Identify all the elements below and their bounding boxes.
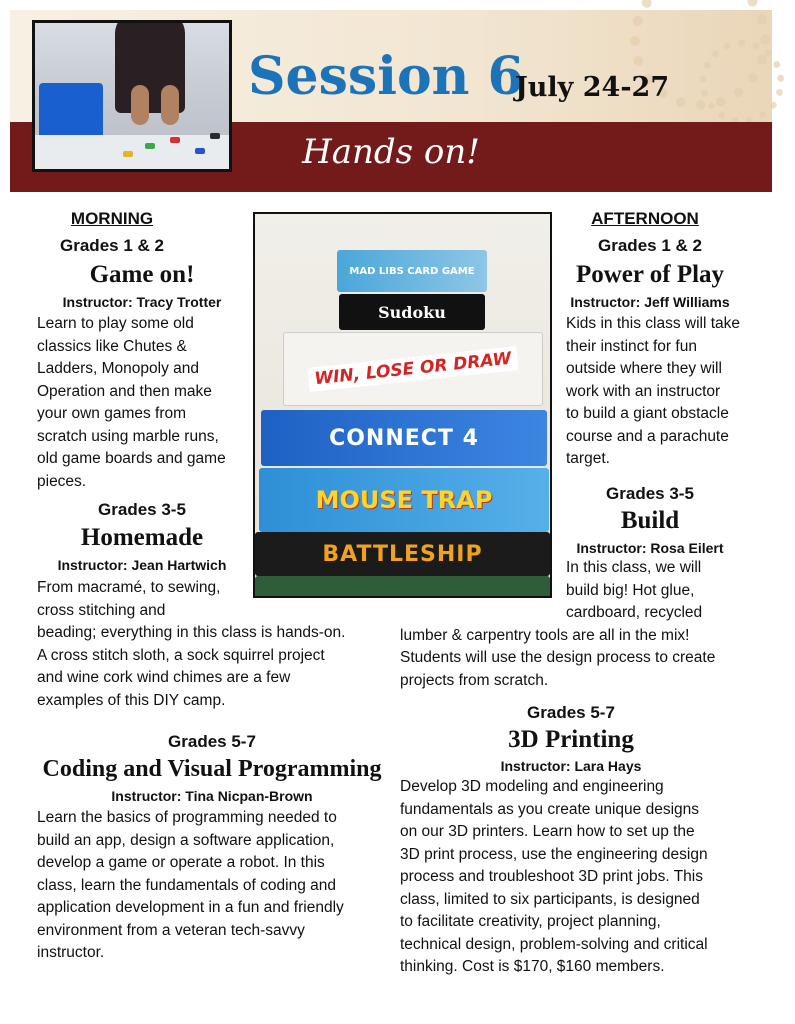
afternoon-g12-grade: Grades 1 & 2 [598,236,702,255]
connect-four-box: CONNECT 4 [261,410,547,466]
morning-g12-description: Learn to play some old classics like Chutes & Ladders, Monopoly and Operation and then make your own games from scratch using marble runs, old game boards and game pieces. [37,315,226,490]
afternoon-g35-instructor: Instructor: Rosa Eilert [576,540,724,556]
morning-g57-instructor: Instructor: Tina Nicpan-Brown [111,788,313,804]
session-title: Session 6 [248,46,524,107]
morning-g12-title: Game on! [89,261,195,288]
afternoon-heading: AFTERNOON [591,209,699,228]
morning-g57-grade: Grades 5-7 [168,732,256,751]
afternoon-g12-instructor: Instructor: Jeff Williams [570,294,730,310]
morning-g35-title: Homemade [80,524,204,551]
morning-g35-grade: Grades 3-5 [98,500,186,519]
afternoon-g35-grade: Grades 3-5 [606,484,694,503]
afternoon-g57-instructor: Instructor: Lara Hays [500,758,642,774]
morning-g12-grade: Grades 1 & 2 [60,236,164,255]
win-lose-draw-box: WIN, LOSE OR DRAW [283,332,543,406]
battleship-box: BATTLESHIP [255,532,550,576]
morning-g57-description: Learn the basics of programming needed to build an app, design a software application, develop a game or operate a robot. In this class, learn the fundamentals of coding and application development in a fun and friendly environment from a veteran tech-savvy instructor. [37,809,344,961]
morning-g35-instructor: Instructor: Jean Hartwich [57,557,227,573]
session-theme: Hands on! [302,132,480,172]
morning-g57-title: Coding and Visual Programming [42,756,382,782]
header-banner [10,10,772,192]
afternoon-g12-title: Power of Play [575,261,725,288]
morning-heading: MORNING [70,209,154,228]
board-games-photo [253,212,552,598]
afternoon-g57-title: 3D Printing [508,726,634,753]
afternoon-g35-description: In this class, we will build big! Hot glue, cardboard, recycled lumber & carpentry tools are all in the mix! Students will use the design process to create projects from scratch. [400,559,716,689]
afternoon-g57-grade: Grades 5-7 [527,703,615,722]
morning-g12-instructor: Instructor: Tracy Trotter [62,294,222,310]
gear-decoration-icon [700,40,784,124]
afternoon-g57-description: Develop 3D modeling and engineering fundamentals as you create unique designs on our 3D printers. Learn how to set up the 3D print process, use the engineering design process and troubleshoot 3D print jobs. This class, limited to six participants, is designed to facilitate creativity, project planning, technical design, problem-solving and critical thinking. Cost is $170, $160 members. [400,778,708,975]
sudoku-box: Sudoku [339,294,485,330]
mouse-trap-box: MOUSE TRAP [259,468,549,532]
afternoon-g12-description: Kids in this class will take their instinct for fun outside where they will work with an instructor to build a giant obstacle course and a parachute target. [566,315,741,467]
morning-g35-description: From macramé, to sewing, cross stitching and beading; everything in this class is hands-on. A cross stitch sloth, a sock squirrel project and wine cork wind chimes are a few examples of this DIY camp. [37,579,346,709]
session-date: July 24-27 [515,72,670,103]
madlibs-box: MAD LIBS CARD GAME [337,250,487,292]
afternoon-g35-title: Build [620,507,680,534]
